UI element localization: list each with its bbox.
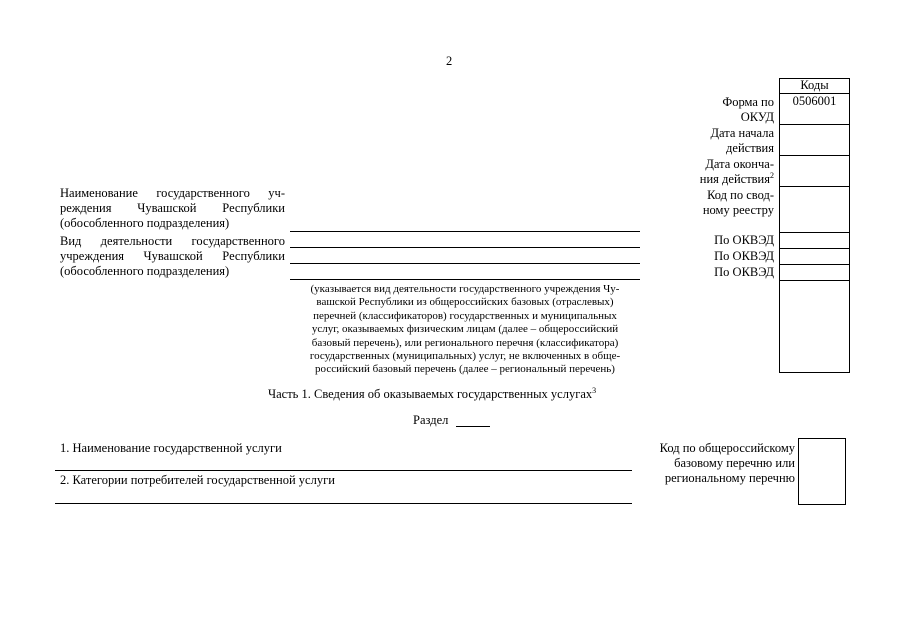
codes-header: Коды [800, 78, 829, 92]
registry-code-label: Код по свод- ному реестру [702, 188, 774, 217]
part-title: Часть 1. Сведения об оказываемых государственных услугах$^3$ [268, 385, 597, 401]
consumers-label: 2. Категории потребителей государственной услуги [60, 473, 335, 487]
codes-table [779, 78, 850, 373]
activity-field-2[interactable] [290, 263, 640, 264]
activity-field-1[interactable] [290, 247, 640, 248]
section-label: Раздел [413, 413, 449, 427]
okved-label-1: По ОКВЭД [714, 233, 774, 247]
activity-note: (указывается вид деятельности государственного учреждения Чу- вашской Республики из общероссийских базовых (отраслевых) перечней (классификаторов) государственных и муниципальных услуг, оказываемых физическим лицам (далее – общероссийский базовый перечень), или регионального перечня (классификатора) государственных (муниципальных) услуг, не включенных в обще- российский базовый перечень (далее – региональный перечень) [309, 283, 621, 376]
consumers-field[interactable] [55, 503, 632, 504]
okved-label-3: По ОКВЭД [714, 265, 774, 279]
end-date-label: Дата оконча- ния действия$^2$ [699, 157, 774, 186]
base-list-code-label: Код по общероссийскому базовому перечню или региональному перечню [659, 441, 795, 485]
activity-label: Вид деятельности государственного учреждения Чувашской Республики (обособленного подразделения) [60, 234, 285, 278]
service-name-label: 1. Наименование государственной услуги [60, 441, 282, 455]
institution-name-field[interactable] [290, 231, 640, 232]
base-list-code-box[interactable] [798, 438, 846, 505]
page-number: 2 [446, 54, 453, 68]
institution-name-label: Наименование государственного уч- реждения Чувашской Республики (обособленного подразделения) [60, 186, 285, 230]
activity-field-3[interactable] [290, 279, 640, 280]
service-name-field[interactable] [55, 470, 632, 471]
okved-label-2: По ОКВЭД [714, 249, 774, 263]
section-number-field[interactable] [456, 426, 490, 427]
okud-code-value[interactable]: 0506001 [792, 94, 837, 108]
start-date-label: Дата начала действия [710, 126, 774, 155]
okud-label: Форма по ОКУД [722, 95, 774, 124]
